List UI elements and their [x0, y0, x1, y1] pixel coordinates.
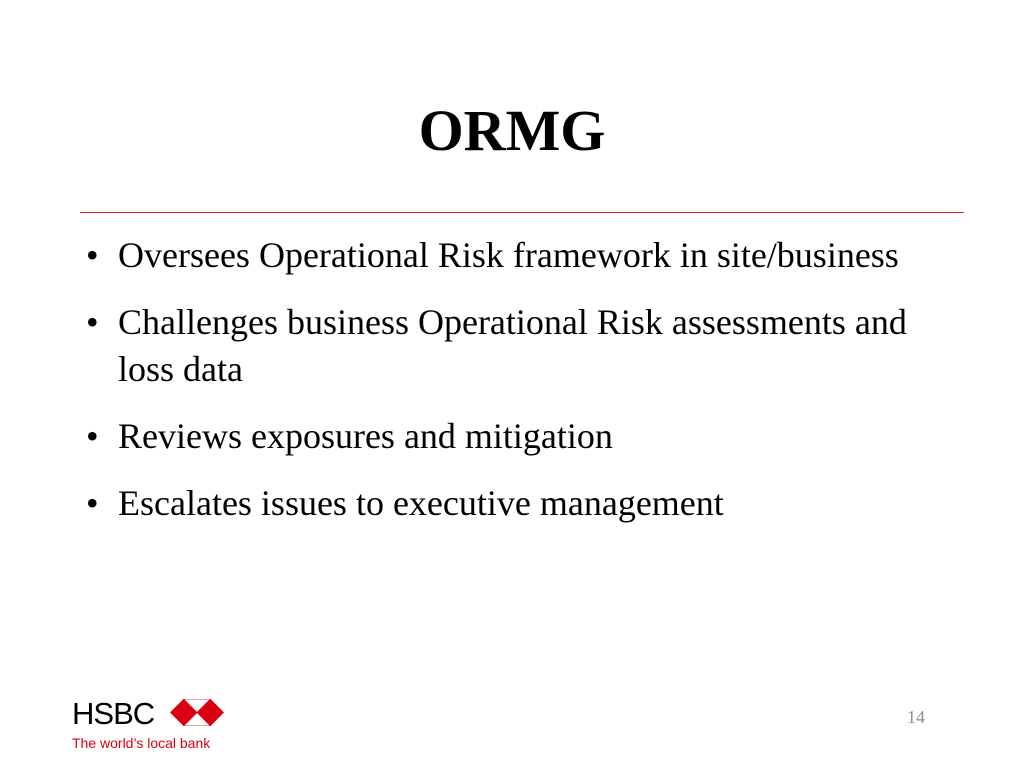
- bullet-item: [80, 413, 960, 460]
- slide-title: ORMG: [418, 98, 606, 163]
- hsbc-logo: [72, 696, 242, 756]
- bullet-text: Challenges business Operational Risk assessments and loss data: [118, 302, 907, 389]
- bullet-list: [80, 232, 960, 547]
- logo-wordmark: HSBC: [72, 696, 155, 731]
- page-number: 14: [907, 707, 925, 727]
- bullet-marker: •: [86, 235, 99, 275]
- bullet-text: Escalates issues to executive management: [118, 483, 724, 523]
- bullet-text: Reviews exposures and mitigation: [118, 416, 613, 456]
- title-divider: [80, 212, 964, 213]
- bullet-item: [80, 299, 960, 393]
- bullet-marker: •: [86, 483, 99, 523]
- bullet-marker: •: [86, 302, 99, 342]
- bullet-text: Oversees Operational Risk framework in site/business: [118, 235, 899, 275]
- bullet-marker: •: [86, 416, 99, 456]
- bullet-item: [80, 480, 960, 527]
- hsbc-hexagon-icon: [170, 699, 224, 726]
- bullet-item: [80, 232, 960, 279]
- logo-tagline: The world’s local bank: [72, 735, 211, 751]
